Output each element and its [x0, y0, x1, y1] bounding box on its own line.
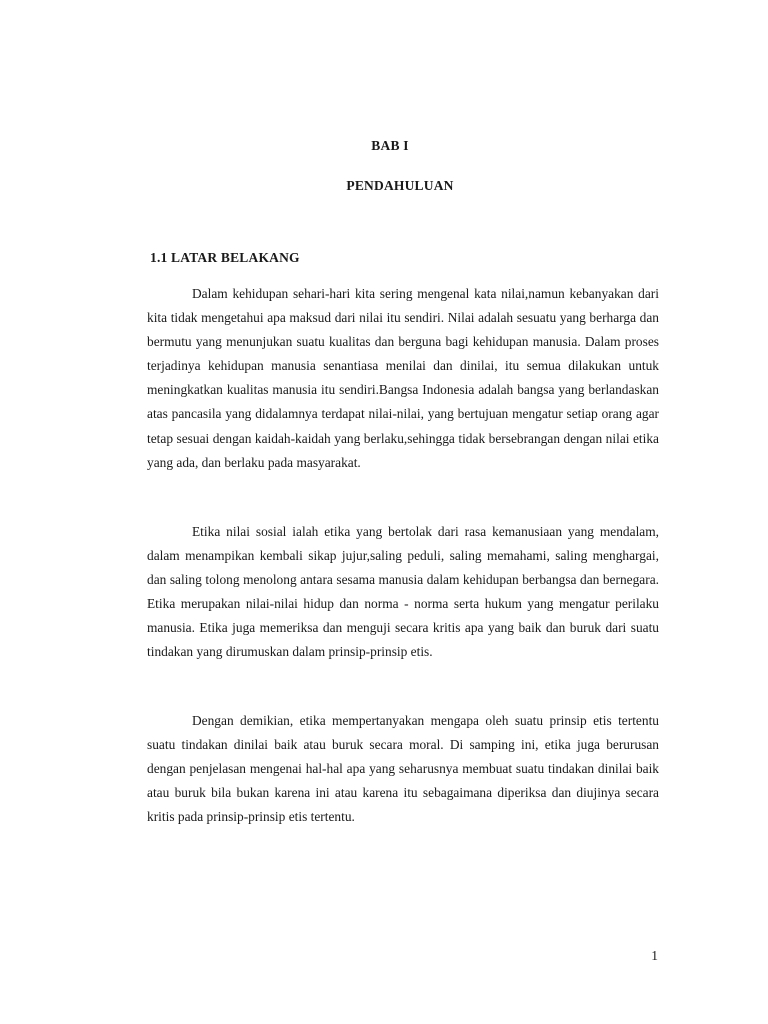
paragraph-2: Etika nilai sosial ialah etika yang bertolak dari rasa kemanusiaan yang mendalam, dalam menampikan kembali sikap jujur,saling peduli, saling memahami, saling menghargai, dan saling tolong menolong antara sesama manusia dalam kehidupan berbangsa dan bernegara. Etika merupakan nilai-nilai hidup dan norma - norma serta hukum yang mengatur perilaku manusia. Etika juga memeriksa dan menguji secara kritis apa yang baik dan buruk dari suatu tindakan yang dirumuskan dalam prinsip-prinsip etis.	[147, 524, 659, 660]
section-heading: 1.1 LATAR BELAKANG	[150, 250, 300, 265]
chapter-number: BAB I	[371, 138, 409, 153]
paragraph-3: Dengan demikian, etika mempertanyakan mengapa oleh suatu prinsip etis tertentu suatu tindakan dinilai baik atau buruk secara moral. Di samping ini, etika juga berurusan dengan penjelasan mengenai hal-hal apa yang seharusnya membuat suatu tindakan dinilai baik atau buruk bila bukan karena ini atau karena itu sebagaimana diperiksa dan diujinya secara kritis pada prinsip-prinsip etis tertentu.	[147, 713, 659, 825]
chapter-title: PENDAHULUAN	[346, 178, 454, 193]
paragraph-1: Dalam kehidupan sehari-hari kita sering mengenal kata nilai,namun kebanyakan dari kita tidak mengetahui apa maksud dari nilai itu sendiri. Nilai adalah sesuatu yang berharga dan bermutu yang menunjukan suatu kualitas dan berguna bagi kehidupan manusia. Dalam proses terjadinya kehidupan manusia senantiasa menilai dan dinilai, itu semua dilakukan untuk meningkatkan kualitas manusia itu sendiri.Bangsa Indonesia adalah bangsa yang berlandaskan atas pancasila yang didalamnya terdapat nilai-nilai, yang bertujuan mengatur setiap orang agar tetap sesuai dengan kaidah-kaidah yang berlaku,sehingga tidak bersebrangan dengan nilai etika yang ada, dan berlaku pada masyarakat.	[147, 286, 659, 470]
page-number: 1	[651, 948, 658, 963]
